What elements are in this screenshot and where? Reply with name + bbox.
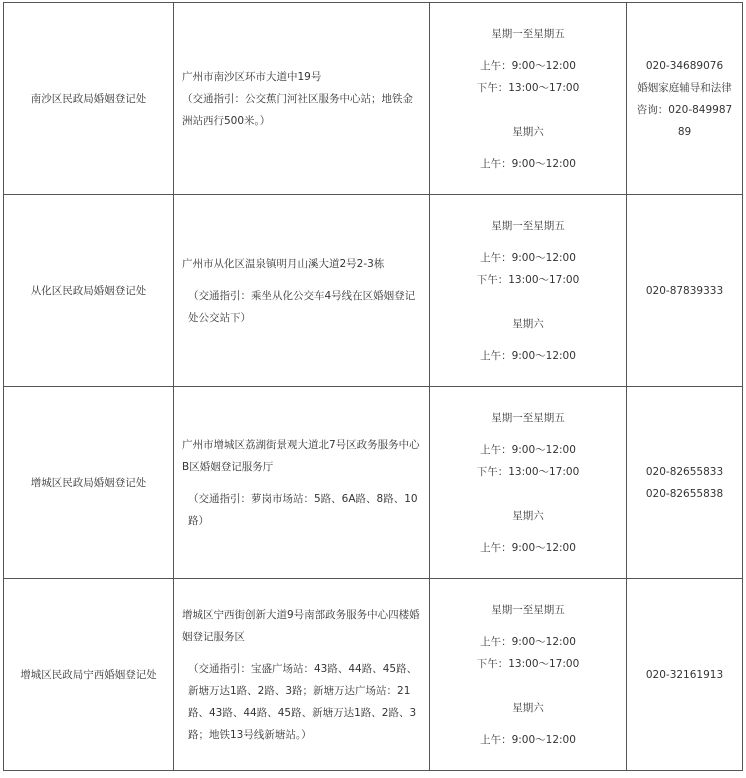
office-name: 增城区民政局宁西婚姻登记处 [20, 668, 157, 681]
office-name: 增城区民政局婚姻登记处 [30, 476, 147, 489]
phone-cell [627, 387, 743, 579]
table-row [4, 195, 743, 387]
weekday-am: 上午：9:00～12:00 [480, 59, 576, 72]
address-text: 广州市从化区温泉镇明月山溪大道2号2-3栋 [182, 257, 385, 270]
saturday-label: 星期六 [512, 701, 544, 714]
phone-cell [627, 3, 743, 195]
weekday-pm: 下午：13:00～17:00 [476, 657, 580, 670]
saturday-label: 星期六 [512, 317, 544, 330]
weekday-pm: 下午：13:00～17:00 [476, 81, 580, 94]
hours-cell [430, 195, 627, 387]
weekday-label: 星期一至星期五 [491, 27, 565, 40]
office-name-cell [4, 3, 174, 195]
saturday-am: 上午：9:00～12:00 [480, 157, 576, 170]
weekday-label: 星期一至星期五 [491, 603, 565, 616]
saturday-label: 星期六 [512, 125, 544, 138]
phone-cell [627, 579, 743, 771]
address-cell [174, 3, 430, 195]
transit-guide: （交通指引：宝盛广场站：43路、44路、45路、新塘万达1路、2路、3路；新塘万达广场站：21路、43路、44路、45路、新塘万达1路、2路、3路；地铁13号线新塘站。） [188, 662, 418, 741]
office-name-cell [4, 579, 174, 771]
office-name: 从化区民政局婚姻登记处 [30, 284, 147, 297]
address-text: 广州市增城区荔湖街景观大道北7号区政务服务中心B区婚姻登记服务厅 [182, 438, 420, 473]
transit-guide: （交通指引：公交蕉门河社区服务中心站；地铁金洲站西行500米。） [182, 92, 413, 127]
phone-number: 020-82655838 [645, 487, 724, 500]
saturday-am: 上午：9:00～12:00 [480, 541, 576, 554]
weekday-am: 上午：9:00～12:00 [480, 443, 576, 456]
phone-number: 020-34689076 [645, 59, 724, 72]
weekday-label: 星期一至星期五 [491, 411, 565, 424]
phone-number: 020-32161913 [645, 668, 724, 681]
registry-table [3, 2, 743, 771]
weekday-pm: 下午：13:00～17:00 [476, 465, 580, 478]
phone-number: 020-82655833 [645, 465, 724, 478]
address-cell [174, 387, 430, 579]
phone-consult: 婚姻家庭辅导和法律咨询：020-84998789 [636, 81, 733, 138]
phone-number: 020-87839333 [645, 284, 724, 297]
address-text: 广州市南沙区环市大道中19号 [182, 70, 322, 83]
hours-cell [430, 579, 627, 771]
office-name-cell [4, 195, 174, 387]
address-cell [174, 195, 430, 387]
table-row [4, 387, 743, 579]
office-name-cell [4, 387, 174, 579]
weekday-am: 上午：9:00～12:00 [480, 251, 576, 264]
weekday-label: 星期一至星期五 [491, 219, 565, 232]
hours-cell [430, 387, 627, 579]
address-cell [174, 579, 430, 771]
hours-cell [430, 3, 627, 195]
saturday-label: 星期六 [512, 509, 544, 522]
saturday-am: 上午：9:00～12:00 [480, 349, 576, 362]
table-row [4, 579, 743, 771]
office-name: 南沙区民政局婚姻登记处 [30, 92, 147, 105]
table-row [4, 3, 743, 195]
weekday-am: 上午：9:00～12:00 [480, 635, 576, 648]
weekday-pm: 下午：13:00～17:00 [476, 273, 580, 286]
phone-cell [627, 195, 743, 387]
address-text: 增城区宁西街创新大道9号南部政务服务中心四楼婚姻登记服务区 [182, 608, 420, 643]
transit-guide: （交通指引：乘坐从化公交车4号线在区婚姻登记处公交站下） [188, 289, 416, 324]
saturday-am: 上午：9:00～12:00 [480, 733, 576, 746]
transit-guide: （交通指引：萝岗市场站：5路、6A路、8路、10路） [188, 492, 418, 527]
